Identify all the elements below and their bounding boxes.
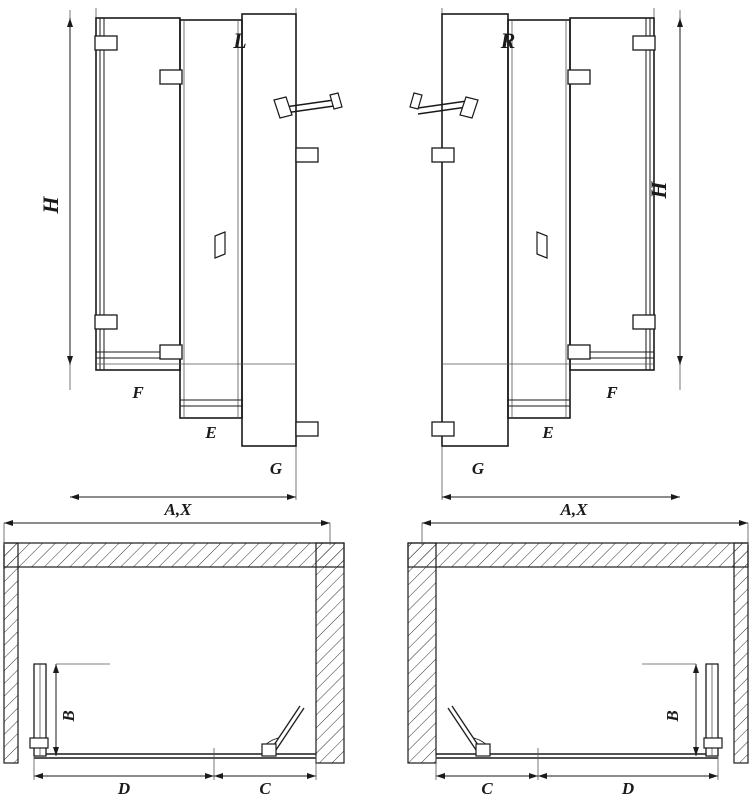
hinge-icon bbox=[296, 148, 318, 162]
hinge-icon bbox=[160, 70, 182, 84]
label-e-left: E bbox=[205, 423, 217, 442]
label-g-right: G bbox=[471, 459, 485, 478]
label-g-left: G bbox=[269, 459, 283, 478]
label-handing-left: L bbox=[233, 28, 247, 53]
hinge-icon bbox=[476, 744, 490, 756]
panel-e-right bbox=[508, 20, 570, 418]
hinge-icon bbox=[296, 422, 318, 436]
label-b-right: B bbox=[663, 710, 682, 722]
hinge-icon bbox=[432, 422, 454, 436]
wall-hatch-right bbox=[316, 543, 344, 763]
hinge-icon bbox=[160, 345, 182, 359]
wall-hatch-top bbox=[408, 543, 748, 567]
label-ax-front-left: A,X bbox=[164, 500, 192, 519]
wall-hatch-right bbox=[734, 543, 748, 763]
hinge-icon bbox=[262, 744, 276, 756]
wall-hatch-left bbox=[408, 543, 436, 763]
hinge-icon bbox=[30, 738, 48, 748]
front-view-right bbox=[410, 8, 680, 519]
label-d-right: D bbox=[621, 779, 635, 798]
label-f-right: F bbox=[606, 383, 618, 402]
panel-g-right bbox=[442, 14, 508, 446]
label-b-left: B bbox=[59, 710, 78, 722]
panel-e-left bbox=[180, 20, 242, 418]
hinge-icon bbox=[432, 148, 454, 162]
plan-view-left bbox=[4, 523, 344, 798]
hinge-icon bbox=[568, 70, 590, 84]
panel-g-left bbox=[242, 14, 296, 446]
label-c-right: C bbox=[481, 779, 493, 798]
plan-view-right bbox=[408, 523, 748, 798]
label-d-left: D bbox=[117, 779, 131, 798]
hinge-icon bbox=[568, 345, 590, 359]
label-c-left: C bbox=[259, 779, 271, 798]
hinge-icon bbox=[633, 315, 655, 329]
label-f-left: F bbox=[132, 383, 144, 402]
label-handing-right: R bbox=[500, 28, 516, 53]
hinge-icon bbox=[633, 36, 655, 50]
label-ax-front-right: A,X bbox=[560, 500, 588, 519]
wall-hatch-left bbox=[4, 543, 18, 763]
label-h-left: H bbox=[38, 196, 63, 214]
hinge-icon bbox=[95, 315, 117, 329]
front-view-left bbox=[38, 8, 342, 519]
label-h-right: H bbox=[646, 181, 671, 199]
label-e-right: E bbox=[542, 423, 554, 442]
hinge-icon bbox=[704, 738, 722, 748]
wall-hatch-top bbox=[4, 543, 344, 567]
hinge-icon bbox=[95, 36, 117, 50]
